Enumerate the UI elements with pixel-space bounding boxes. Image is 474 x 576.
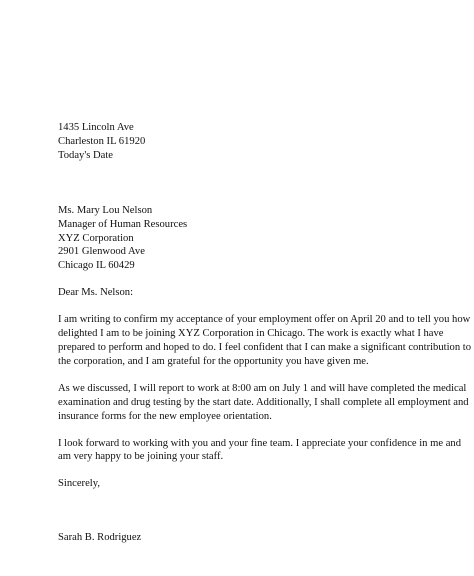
paragraph-line: prepared to perform and hoped to do. I feel confident that I can make a significant contribution to xyxy=(58,341,472,353)
paragraph-line: am very happy to be joining your staff. xyxy=(58,451,224,463)
closing xyxy=(58,477,428,491)
letter-date: Today's Date xyxy=(58,149,114,161)
paragraph-line: insurance forms for the new employee orientation. xyxy=(58,410,272,422)
signature xyxy=(58,531,428,545)
salutation xyxy=(58,286,428,300)
recipient-street: 2901 Glenwood Ave xyxy=(58,246,145,258)
paragraph-line: delighted I am to be joining XYZ Corporation in Chicago. The work is exactly what I have xyxy=(58,328,444,340)
paragraph-line: I look forward to working with you and your fine team. I appreciate your confidence in me and xyxy=(58,437,462,449)
recipient-city-state-zip: Chicago IL 60429 xyxy=(58,260,135,272)
sender-street: 1435 Lincoln Ave xyxy=(58,122,134,133)
recipient-address xyxy=(58,204,428,274)
letter-body xyxy=(58,121,472,545)
paragraph-closing-remarks xyxy=(58,437,462,465)
signature-name: Sarah B. Rodriguez xyxy=(58,532,142,544)
sender-address xyxy=(58,121,428,163)
salutation-text: Dear Ms. Nelson: xyxy=(58,287,134,299)
paragraph-line: I am writing to confirm my acceptance of your employment offer on April 20 and to tell you how xyxy=(58,314,471,326)
sender-city-state-zip: Charleston IL 61920 xyxy=(58,135,146,147)
recipient-name: Ms. Mary Lou Nelson xyxy=(58,204,153,216)
paragraph-start-details xyxy=(58,382,469,424)
paragraph-acceptance xyxy=(58,313,472,369)
paragraph-line: the corporation, and I am grateful for the opportunity you have given me. xyxy=(58,355,369,367)
paragraph-line: examination and drug testing by the start date. Additionally, I shall complete all employment and xyxy=(58,396,469,408)
recipient-company: XYZ Corporation xyxy=(58,232,134,244)
closing-text: Sincerely, xyxy=(58,478,100,490)
paragraph-line: As we discussed, I will report to work at 8:00 am on July 1 and will have completed the medical xyxy=(58,382,467,394)
recipient-title: Manager of Human Resources xyxy=(58,218,188,230)
